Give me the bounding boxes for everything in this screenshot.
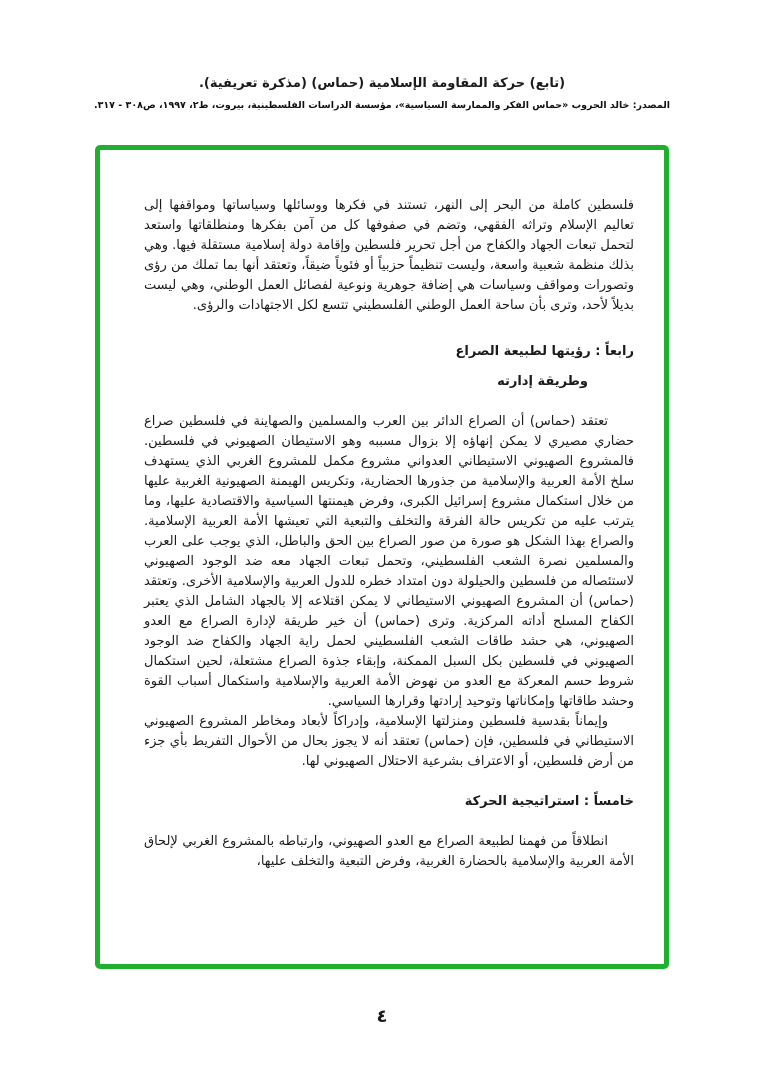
section4-heading-line2: وطريقة إدارته	[497, 374, 588, 389]
page-header	[0, 0, 764, 111]
section4-paragraph-2: وإيماناً بقدسية فلسطين ومنزلتها الإسلامية، وإدراكاً لأبعاد ومخاطر المشروع الصهيوني الاستيطاني في فلسطين، فإن (حماس) تعتقد أنه لا يجوز بحال من الأحوال التفريط بأي جزء من أرض فلسطين، أو الاعتراف بشرعية الاحتلال الصهيوني لها.	[144, 714, 634, 769]
section4-paragraph-1: تعتقد (حماس) أن الصراع الدائر بين العرب والمسلمين والصهاينة في فلسطين صراع حضاري مصيري لا يمكن إنهاؤه إلا بزوال مسببه وهو الاستيطان الصهيوني في فلسطين. فالمشروع الصهيوني الاستيطاني العدواني مشروع مكمل للمشروع الغربي الذي يستهدف سلخ الأمة العربية والإسلامية من جذورها الحضارية، وتكريس الهيمنة الصهيونية الغربية عليها من خلال استكمال مشروع إسرائيل الكبرى، وفرض هيمنتها السياسية والاقتصادية عليها، وما يترتب عليه من تكريس حالة الفرقة والتخلف والتبعية التي تعيشها الأمة العربية الإسلامية. والصراع بهذا الشكل هو صورة من صور الصراع بين الحق والباطل، الذي يوجب على العرب والمسلمين نصرة الشعب الفلسطيني، وتحمل تبعات الجهاد معه ضد الوجود الصهيوني لاستئصاله من فلسطين والحيلولة دون امتداد خطره للدول العربية والإسلامية الأخرى. وتعتقد (حماس) أن المشروع الصهيوني الاستيطاني لا يمكن اقتلاعه إلا بالجهاد الشامل الذي يعتبر الكفاح المسلح أداته المركزية. وترى (حماس) أن خير طريقة لإدارة الصراع مع العدو الصهيوني، هي حشد طاقات الشعب الفلسطيني لحمل راية الجهاد والكفاح ضد الوجود الصهيوني في فلسطين بكل السبل الممكنة، وإبقاء جذوة الصراع مشتعلة، لحين استكمال شروط حسم المعركة مع العدو من نهوض الأمة العربية والإسلامية واستكمال أسباب القوة وحشد طاقاتها وإمكاناتها وتوحيد إرادتها وقرارها السياسي.	[144, 414, 634, 709]
content-frame	[95, 145, 669, 969]
section5-paragraph: انطلاقاً من فهمنا لطبيعة الصراع مع العدو الصهيوني، وارتباطه بالمشروع الغربي لإلحاق الأمة العربية والإسلامية بالحضارة الغربية، وفرض التبعية والتخلف عليها،	[144, 834, 634, 869]
section5-heading: خامساً : استراتيجية الحركة	[464, 794, 634, 809]
section4-heading-line1: رابعاً : رؤيتها لطبيعة الصراع	[455, 344, 634, 359]
page-number: ٤	[376, 1006, 388, 1027]
document-title: (تابع) حركة المقاومة الإسلامية (حماس) (مذكرة تعريفية).	[198, 76, 566, 91]
source-citation: المصدر: خالد الحروب «حماس الفكر والممارسة السياسية»، مؤسسة الدراسات الفلسطينية، بيروت، ط٢، ١٩٩٧، ص٣٠٨ - ٣١٧.	[93, 100, 671, 111]
paragraph-continuation: فلسطين كاملة من البحر إلى النهر، تستند في فكرها ووسائلها وسياساتها ومواقفها إلى تعاليم الإسلام وتراثه الفقهي، وتضم في صفوفها كل من آمن بفكرها ومنطلقاتها واستعد لتحمل تبعات الجهاد والكفاح من أجل تحرير فلسطين وإقامة دولة إسلامية مستقلة فيها. وهي بذلك منظمة شعبية واسعة، وليست تنظيماً حزبياً أو فئوياً ضيقاً، وتعتقد أنها بما تملك من رؤى وتصورات ومواقف وسياسات هي إضافة جوهرية ونوعية لفصائل العمل الوطني، وهي ليست بديلاً لأحد، وترى بأن ساحة العمل الوطني الفلسطيني تتسع لكل الاجتهادات والرؤى.	[144, 198, 634, 313]
